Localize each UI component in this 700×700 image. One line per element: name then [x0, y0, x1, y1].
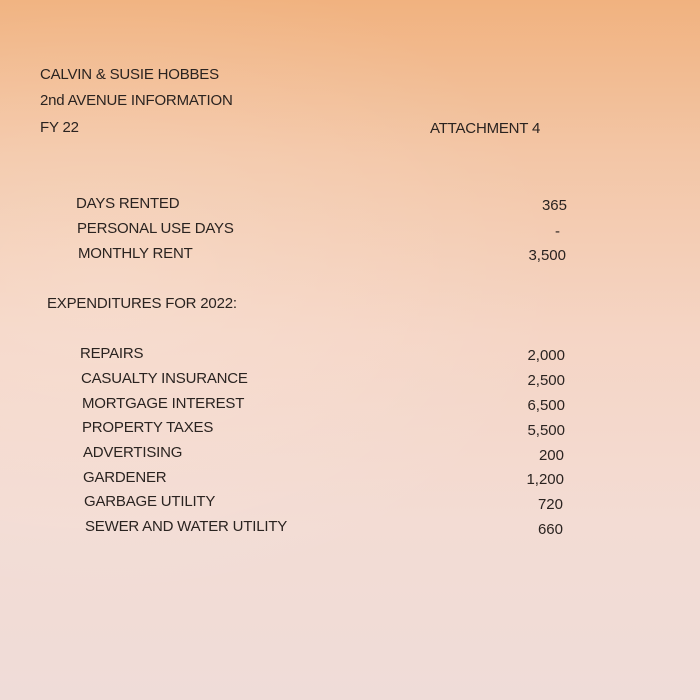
rental-label: DAYS RENTED: [76, 195, 180, 212]
expense-label: SEWER AND WATER UTILITY: [85, 518, 288, 535]
expense-label: CASUALTY INSURANCE: [81, 370, 248, 387]
rental-label: PERSONAL USE DAYS: [77, 220, 234, 237]
expense-value: 660: [537, 521, 563, 538]
rental-value: 3,500: [528, 247, 566, 264]
expense-value: 5,500: [527, 422, 565, 439]
expense-label: REPAIRS: [80, 345, 144, 362]
expense-label: GARDENER: [83, 469, 167, 486]
expense-value: 1,200: [526, 471, 564, 488]
fiscal-year: FY 22: [40, 119, 79, 136]
rental-label: MONTHLY RENT: [78, 245, 193, 262]
expense-value: 720: [537, 496, 563, 513]
expense-value: 6,500: [527, 397, 565, 414]
taxpayer-names: CALVIN & SUSIE HOBBES: [40, 66, 219, 83]
expense-label: GARBAGE UTILITY: [84, 493, 216, 510]
expense-label: MORTGAGE INTEREST: [82, 395, 245, 412]
expense-value: 200: [538, 447, 564, 464]
rental-value: -: [555, 223, 560, 240]
property-title: 2nd AVENUE INFORMATION: [40, 92, 233, 109]
expense-value: 2,500: [527, 372, 565, 389]
expense-value: 2,000: [527, 347, 565, 364]
rental-value: 365: [541, 197, 567, 214]
expense-label: ADVERTISING: [83, 444, 183, 461]
attachment-label: ATTACHMENT 4: [430, 120, 541, 137]
expense-label: PROPERTY TAXES: [82, 419, 214, 436]
expenditures-heading: EXPENDITURES FOR 2022:: [47, 295, 237, 312]
